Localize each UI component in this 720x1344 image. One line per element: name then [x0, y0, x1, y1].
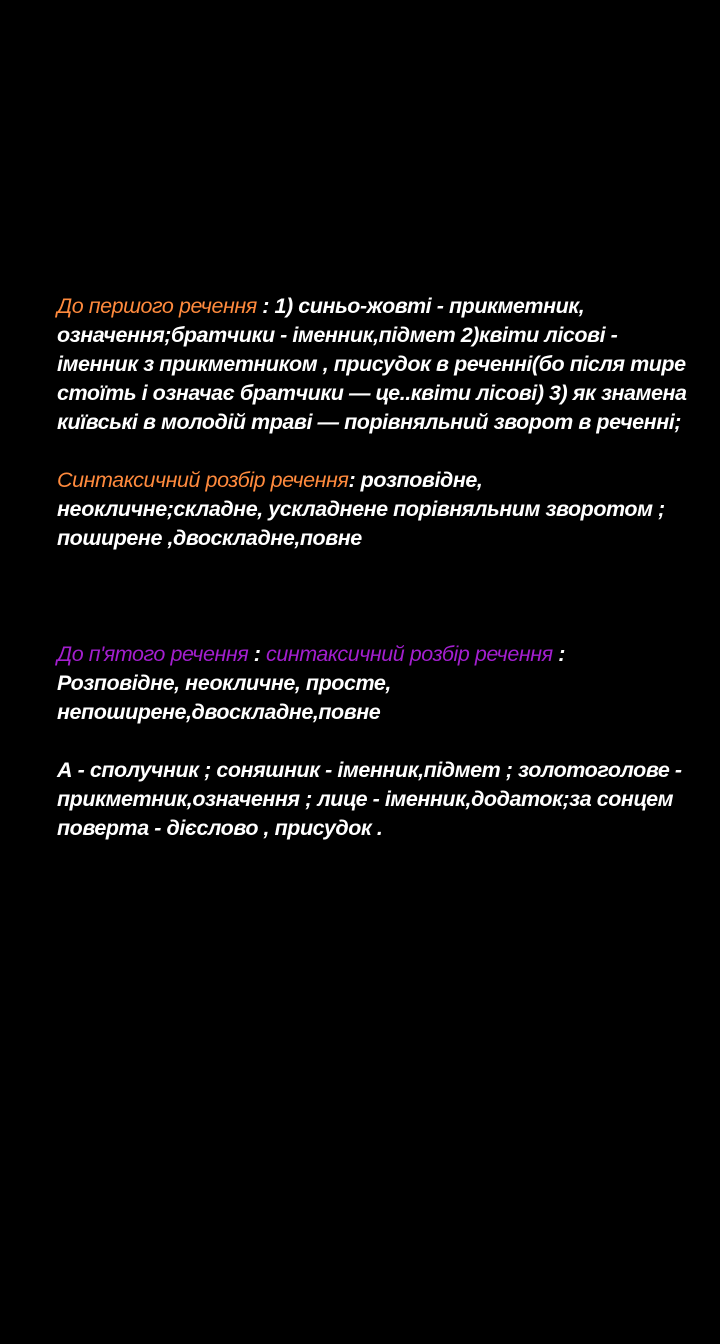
fifth-sentence-heading: До п'ятого речення	[57, 642, 249, 666]
syntax-analysis-heading: Синтаксичний розбір речення	[57, 468, 349, 492]
first-sentence-heading: До першого речення	[57, 294, 257, 318]
fifth-sentence-body: : Розповідне, неокличне, просте, непоширене,двоскладне,повне	[57, 642, 565, 724]
section-parts-of-speech	[57, 756, 687, 843]
note-text	[57, 292, 687, 843]
fifth-sentence-separator: :	[248, 642, 267, 666]
parts-of-speech-body: А - сполучник ; соняшник - іменник,підмет ; золотоголове - прикметник,означення ; лице - іменник,додаток;за сонцем поверта - дієслово , присудок .	[57, 758, 682, 840]
syntax-analysis-body: : розповідне, неокличне;складне, ускладнене порівняльним зворотом ; поширене ,двоскладне,повне	[57, 468, 665, 550]
first-sentence-body: : 1) синьо-жовті - прикметник, означення;братчики - іменник,підмет 2)квіти лісові - іменник з прикметником , присудок в реченні(бо після тире стоїть і означає братчики — це..квіти лісові) 3) як знамена київські в молодій траві — порівняльний зворот в реченні;	[57, 294, 687, 434]
section-fifth-sentence	[57, 640, 687, 727]
fifth-sentence-subheading: синтаксичний розбір речення	[266, 642, 553, 666]
section-first-sentence	[57, 292, 687, 437]
section-syntax-analysis	[57, 466, 687, 553]
